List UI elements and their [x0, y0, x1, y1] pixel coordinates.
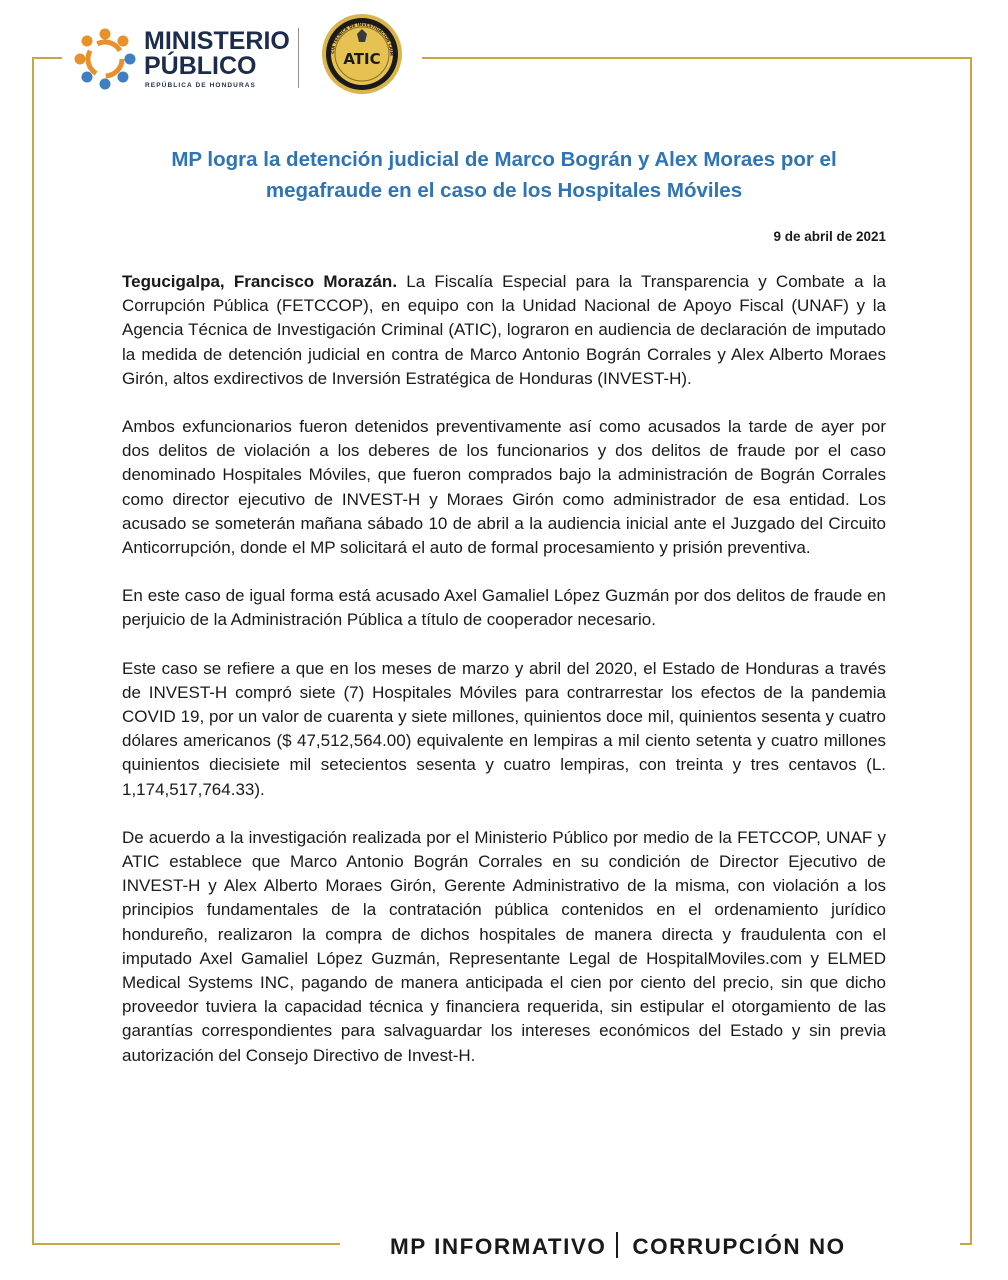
- footer-mp-informativo: MP INFORMATIVO: [390, 1234, 607, 1259]
- paragraph-1-text: La Fiscalía Especial para la Transparencia y Combate a la Corrupción Pública (FETCCOP), en equipo con la Unidad Nacional de Apoyo Fiscal (UNAF) y la Agencia Técnica de Investigación Criminal (ATIC), lograron en audiencia de declaración de imputado la medida de detención judicial en contra de Marco Antonio Bográn Corrales y Alex Alberto Moraes Girón, altos exdirectivos de Inversión Estratégica de Honduras (INVEST-H).: [122, 272, 886, 388]
- footer-corrupcion-no: CORRUPCIÓN NO: [632, 1234, 846, 1259]
- article-body: [122, 270, 886, 1092]
- logo-divider: [298, 28, 299, 88]
- logo-ministerio: MINISTERIO: [144, 27, 290, 55]
- paragraph-2: Ambos exfuncionarios fueron detenidos preventivamente así como acusados la tarde de ayer por dos delitos de violación a los deberes de los funcionarios y dos delitos de fraude por el caso denominado Hospitales Móviles, que fueron comprados bajo la administración de Bográn Corrales como director ejecutivo de INVEST-H y Moraes Girón como administrador de esa entidad. Los acusado se someterán mañana sábado 10 de abril a la audiencia inicial ante el Juzgado del Circuito Anticorrupción, donde el MP solicitará el auto de formal procesamiento y prisión preventiva.: [122, 417, 886, 558]
- atic-seal-icon: [320, 12, 404, 96]
- footer-separator: [616, 1232, 618, 1258]
- lead-location: Tegucigalpa, Francisco Morazán.: [122, 272, 398, 291]
- paragraph-3: En este caso de igual forma está acusado Axel Gamaliel López Guzmán por dos delitos de fraude en perjuicio de la Administración Pública a título de cooperador necesario.: [122, 586, 886, 630]
- paragraph-1: [122, 270, 886, 391]
- logo-subtitle: REPÚBLICA DE HONDURAS: [145, 82, 256, 89]
- logo-publico: PÚBLICO: [144, 52, 257, 80]
- paragraph-4: Este caso se refiere a que en los meses de marzo y abril del 2020, el Estado de Honduras a través de INVEST-H compró siete (7) Hospitales Móviles para contrarrestar los efectos de la pandemia COVID 19, por un valor de cuarenta y siete millones, quinientos doce mil, quinientos sesenta y cuatro dólares americanos ($ 47,512,564.00) equivalente en lempiras a mil ciento setenta y cuatro millones quinientos diecisiete mil setecientos sesenta y cuatro lempiras, con treinta y tres centavos (L. 1,174,517,764.33).: [122, 658, 886, 799]
- article-title: MP logra la detención judicial de Marco Bográn y Alex Moraes por el megafraude en el caso de los Hospitales Móviles: [171, 148, 837, 202]
- article-date: 9 de abril de 2021: [773, 229, 886, 244]
- paragraph-5: De acuerdo a la investigación realizada por el Ministerio Público por medio de la FETCCOP, UNAF y ATIC establece que Marco Antonio Bográn Corrales en su condición de Director Ejecutivo de INVEST-H y Alex Alberto Moraes Girón, Gerente Administrativo de la misma, con violación a los principios fundamentales de la contratación pública contenidos en el ordenamiento jurídico hondureño, realizaron la compra de dichos hospitales de manera directa y fraudulenta con el imputado Axel Gamaliel López Guzmán, Representante Legal de HospitalMoviles.com y ELMED Medical Systems INC, pagando de manera anticipada el cien por ciento del precio, sin que dicho proveedor tuviera la capacidad técnica y financiera requerida, sin estipular el otorgamiento de las garantías correspondientes para salvaguardar los intereses económicos del Estado y sin previa autorización del Consejo Directivo de Invest-H.: [122, 827, 886, 1065]
- seal-arc-text: CIA TÉCNICA DE INVESTIGACIÓN CRIM: [329, 21, 395, 56]
- ministerio-publico-logo: [72, 22, 292, 94]
- footer-banner: [390, 1232, 880, 1266]
- seal-atic-text: ATIC: [343, 50, 381, 68]
- people-circle-emblem-icon: [72, 26, 138, 92]
